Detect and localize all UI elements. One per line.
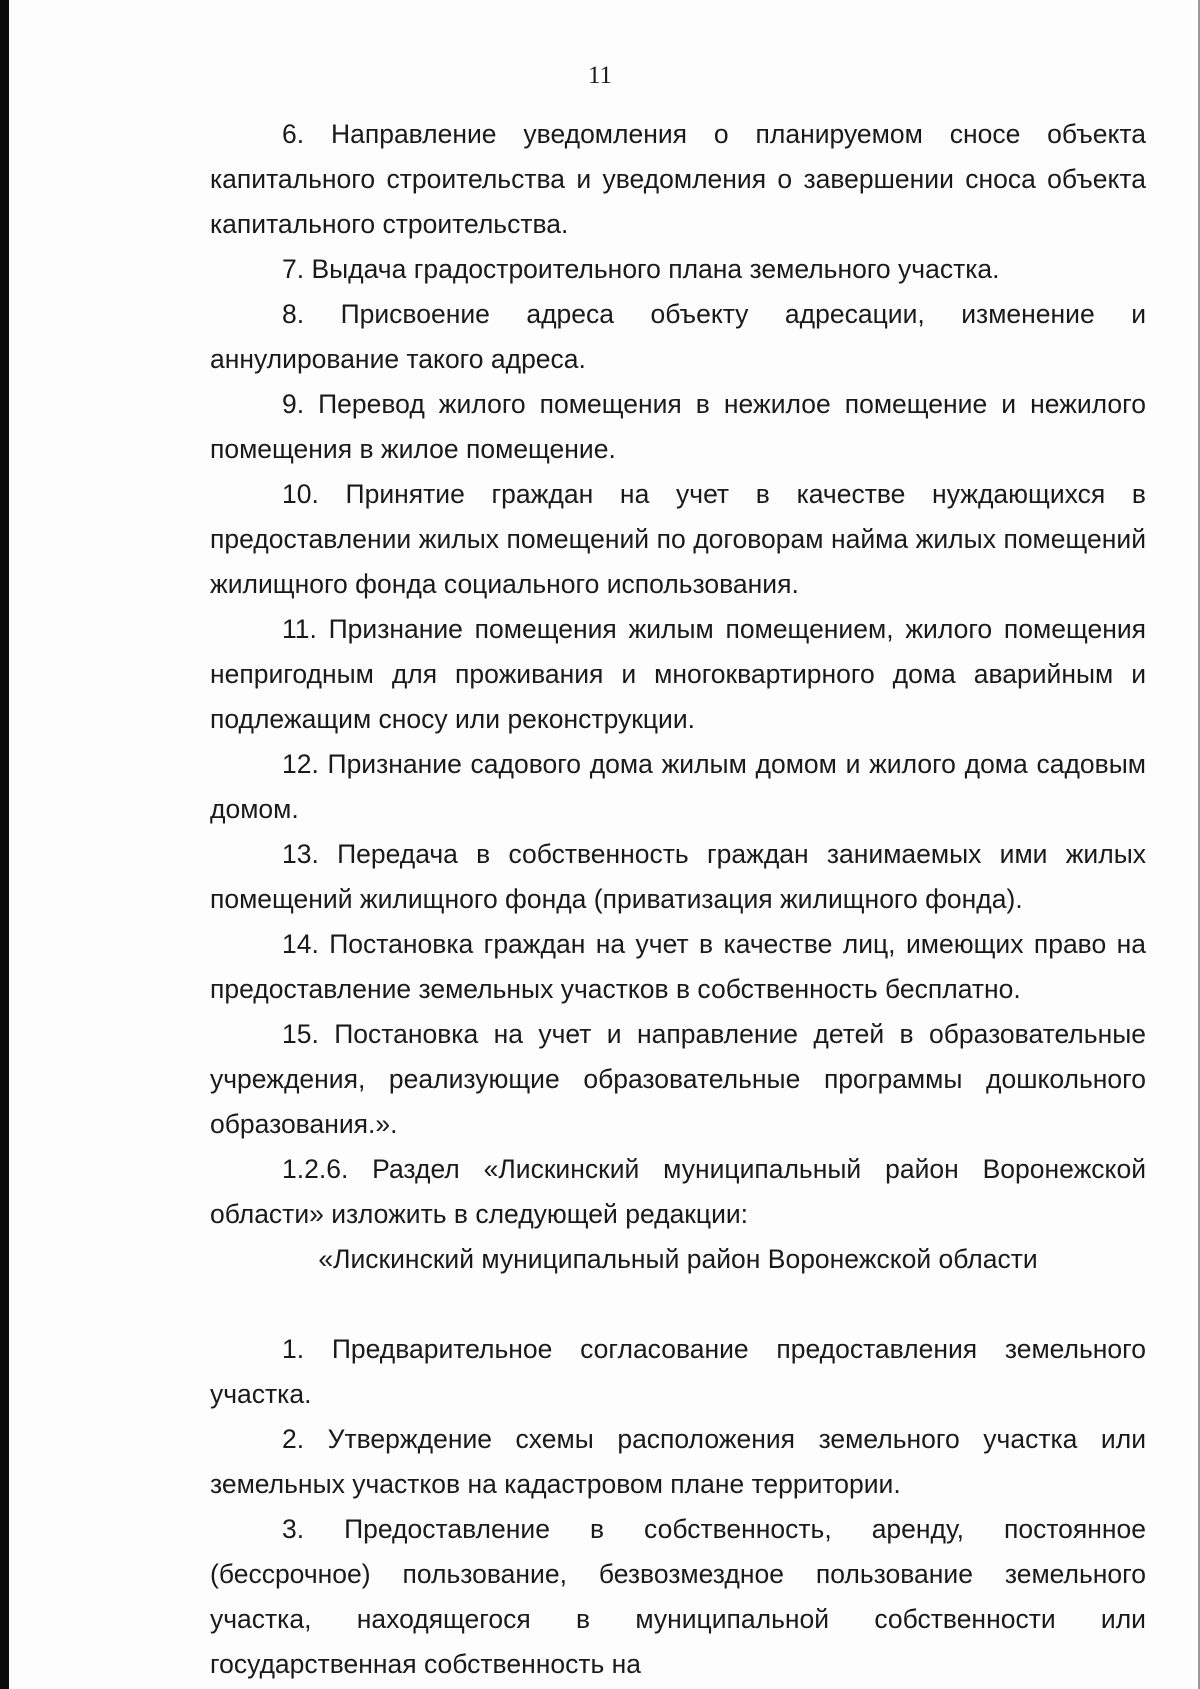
scan-left-edge: [0, 0, 9, 1689]
paragraph-item-15: 15. Постановка на учет и направление детей в образовательные учреждения, реализующие образовательные программы дошкольного образования.».: [210, 1019, 1146, 1139]
section-paragraph-item-3: 3. Предоставление в собственность, аренду, постоянное (бессрочное) пользование, безвозмездное пользование земельного участка, находящегося в муниципальной собственности или государственная собственность на: [210, 1514, 1146, 1679]
paragraph-item-9: 9. Перевод жилого помещения в нежилое помещение и нежилого помещения в жилое помещение.: [210, 389, 1146, 464]
paragraph-item-10: 10. Принятие граждан на учет в качестве нуждающихся в предоставлении жилых помещений по договорам найма жилых помещений жилищного фонда социального использования.: [210, 479, 1146, 599]
paragraph-item-6: 6. Направление уведомления о планируемом сносе объекта капитального строительства и уведомления о завершении сноса объекта капитального строительства.: [210, 119, 1146, 239]
section-paragraph-item-2: 2. Утверждение схемы расположения земельного участка или земельных участков на кадастровом плане территории.: [210, 1424, 1146, 1499]
section-heading: «Лискинский муниципальный район Воронежской области: [318, 1244, 1038, 1274]
section-paragraph-item-1: 1. Предварительное согласование предоставления земельного участка.: [210, 1334, 1146, 1409]
paragraph-item-12: 12. Признание садового дома жилым домом и жилого дома садовым домом.: [210, 749, 1146, 824]
paragraph-item-8: 8. Присвоение адреса объекту адресации, изменение и аннулирование такого адреса.: [210, 299, 1146, 374]
document-body: [210, 112, 1146, 1687]
paragraph-item-7: 7. Выдача градостроительного плана земельного участка.: [282, 254, 1000, 284]
paragraph-item-14: 14. Постановка граждан на учет в качестве лиц, имеющих право на предоставление земельных участков в собственность бесплатно.: [210, 929, 1146, 1004]
paragraph-item-13: 13. Передача в собственность граждан занимаемых ими жилых помещений жилищного фонда (приватизация жилищного фонда).: [210, 839, 1146, 914]
paragraph-item-11: 11. Признание помещения жилым помещением, жилого помещения непригодным для проживания и многоквартирного дома аварийным и подлежащим сносу или реконструкции.: [210, 614, 1146, 734]
page-number: 11: [587, 62, 613, 89]
paragraph-section-change: 1.2.6. Раздел «Лискинский муниципальный район Воронежской области» изложить в следующей редакции:: [210, 1154, 1146, 1229]
